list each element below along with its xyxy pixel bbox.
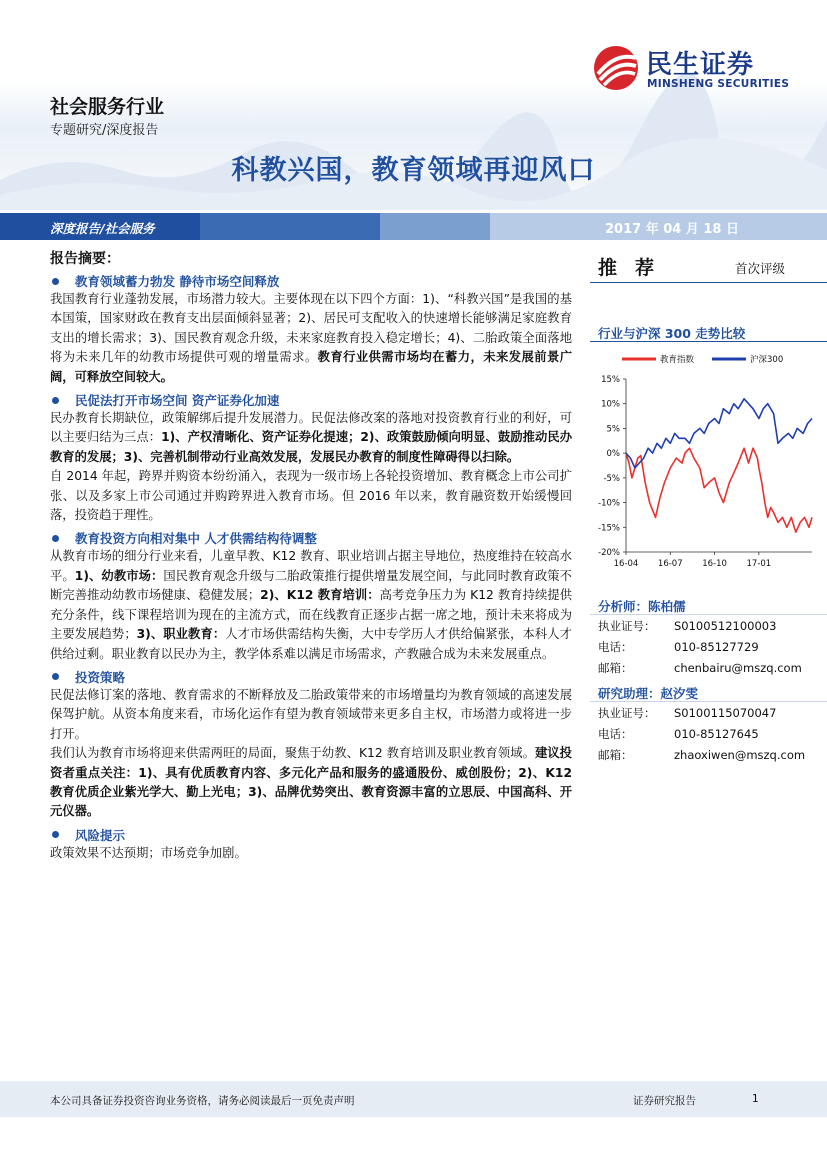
bullet-icon bbox=[52, 673, 59, 680]
body-text: 我们认为教育市场将迎来供需两旺的局面，聚焦于幼教、K12 教育培训及职业教育领域。 bbox=[50, 746, 535, 761]
report-summary bbox=[50, 248, 572, 863]
bullet-icon bbox=[52, 397, 59, 404]
report-category: 深度报告/社会服务 bbox=[50, 221, 155, 236]
assistant-email-value[interactable]: zhaoxiwen@mszq.com bbox=[674, 748, 806, 762]
section-paragraph bbox=[50, 686, 572, 744]
y-tick-label: -20% bbox=[598, 548, 620, 558]
bold-text: 3)、职业教育： bbox=[136, 627, 226, 642]
section-heading-text: 教育投资方向相对集中 人才供需结构待调整 bbox=[75, 531, 317, 547]
minsheng-logo-icon bbox=[590, 44, 642, 92]
body-text: 民办教育长期缺位，政策解绑后提升发展潜力。民促法修改案的落地对投资教育行业的利好，可以主要归结为三点： bbox=[50, 411, 572, 445]
section-heading-text: 投资策略 bbox=[75, 669, 126, 685]
rating-label: 推荐 bbox=[598, 257, 673, 279]
section-heading bbox=[50, 272, 572, 290]
section-heading bbox=[50, 391, 572, 409]
analyst-license-label: 执业证号： bbox=[598, 619, 656, 633]
footer-disclaimer: 本公司具备证券投资咨询业务资格，请务必阅读最后一页免责声明 bbox=[50, 1095, 355, 1107]
bold-text: 1)、产权清晰化、资产证券化提速；2)、政策鼓励倾向明显、鼓励推动民办教育的发展；3)、完善机制带动行业高效发展， bbox=[50, 430, 572, 464]
band-segment bbox=[380, 213, 490, 240]
divider bbox=[590, 701, 827, 702]
section-heading bbox=[50, 529, 572, 547]
chart-title: 行业与沪深 300 走势比较 bbox=[598, 326, 746, 341]
assistant-license-row bbox=[598, 705, 776, 721]
bullet-icon bbox=[52, 535, 59, 542]
report-type: 专题研究/深度报告 bbox=[50, 123, 159, 138]
performance-chart bbox=[590, 346, 827, 576]
assistant-phone-value: 010-85127645 bbox=[674, 727, 759, 741]
x-tick-label: 16-07 bbox=[657, 559, 683, 569]
analyst-license-row bbox=[598, 618, 776, 634]
x-tick-label: 16-04 bbox=[613, 559, 639, 569]
industry-name: 社会服务行业 bbox=[50, 96, 165, 118]
section-heading bbox=[50, 668, 572, 686]
section-paragraph bbox=[50, 844, 572, 863]
y-tick-label: 15% bbox=[601, 375, 620, 385]
body-text: 国民教育观念升级与二胎政策推行提供增量发展空间，与此同时教育政策不断完善推动幼教市场健康、稳健发展； bbox=[50, 568, 572, 603]
report-title: 科教兴国，教育领域再迎风口 bbox=[231, 155, 596, 186]
x-tick-label: 16-10 bbox=[702, 559, 727, 569]
analyst-phone-row bbox=[598, 639, 759, 655]
analyst-phone-value: 010-85127729 bbox=[674, 640, 759, 654]
assistant-phone-label: 电话： bbox=[598, 727, 633, 741]
y-tick-label: -5% bbox=[603, 473, 620, 484]
assistant-email-label: 邮箱： bbox=[598, 748, 633, 762]
bold-text: 建议投资者重点关注：1)、具有优质教育内容、多元化产品和服务的盛通股份、威创股份；2)、K12 教育优质企业紫光学大、勤上光电；3)、品牌优势突出、教育资源丰富的立思辰、中国高科、开元仪器。 bbox=[50, 746, 572, 819]
bold-text: 教育行业供需市场均在蓄力，未来发展前景广阔，可释放空间较大。 bbox=[50, 350, 572, 384]
section-paragraph bbox=[50, 547, 572, 663]
bullet-icon bbox=[52, 278, 59, 285]
bold-text: 1)、幼教市场： bbox=[74, 568, 164, 583]
y-tick-label: 0% bbox=[606, 449, 620, 460]
summary-title: 报告摘要： bbox=[50, 251, 120, 267]
y-tick-label: -10% bbox=[598, 498, 620, 509]
section-paragraph bbox=[50, 467, 572, 525]
series-line bbox=[626, 448, 812, 532]
analyst-title: 分析师：陈柏儒 bbox=[598, 599, 686, 614]
analyst-email-label: 邮箱： bbox=[598, 661, 633, 675]
section-paragraph bbox=[50, 744, 572, 822]
bold-text: 发展民办教育的制度性障碍得以扫除。 bbox=[310, 449, 520, 464]
body-text: 民促法修订案的落地、教育需求的不断释放及二胎政策带来的市场增量均为教育领域的高速发展保驾护航。从资本角度来看，市场化运作有望为教育领域带来更多自主权，市场潜力或将进一步打开。 bbox=[50, 687, 572, 741]
body-text: 自 2014 年起，跨界并购资本纷纷涌入，表现为一级市场上各轮投资增加、教育概念上市公司扩张、以及多家上市公司通过并购跨界进入教育市场。但 2016 年以来，教育融资数开始缓慢回落，投资趋于理性。 bbox=[50, 469, 572, 523]
divider bbox=[590, 614, 827, 615]
legend-label: 沪深300 bbox=[750, 355, 784, 365]
bold-text: 2)、K12 教育培训： bbox=[260, 588, 380, 603]
y-tick-label: 5% bbox=[606, 424, 620, 435]
section-paragraph bbox=[50, 290, 572, 387]
assistant-phone-row bbox=[598, 726, 759, 742]
page-number: 1 bbox=[752, 1093, 759, 1105]
series-line bbox=[626, 399, 812, 468]
x-tick-label: 17-01 bbox=[746, 559, 772, 569]
bullet-icon bbox=[52, 831, 59, 838]
section-heading-text: 民促法打开市场空间 资产证券化加速 bbox=[75, 393, 280, 409]
assistant-title: 研究助理：赵汐雯 bbox=[598, 686, 699, 701]
section-heading-text: 教育领域蓄力勃发 静待市场空间释放 bbox=[75, 274, 280, 289]
assistant-license-label: 执业证号： bbox=[598, 706, 656, 720]
section-heading bbox=[50, 826, 572, 844]
analyst-email-value[interactable]: chenbairu@mszq.com bbox=[674, 661, 802, 675]
body-text: 政策效果不达预期；市场竞争加剧。 bbox=[50, 845, 247, 860]
y-tick-label: 10% bbox=[601, 399, 620, 410]
section-paragraph bbox=[50, 409, 572, 467]
report-date: 2017 年 04 月 18 日 bbox=[605, 222, 739, 237]
summary-sections bbox=[50, 272, 572, 863]
logo-text-en: MINSHENG SECURITIES bbox=[647, 78, 790, 90]
rating-status: 首次评级 bbox=[735, 261, 786, 276]
body-text: 我国教育行业蓬勃发展，市场潜力较大。主要体现在以下四个方面：1)、“科教兴国”是我国的基本国策，国家财政在教育支出层面倾斜显著；2)、居民可支配收入的快速增长能够满足家庭教育支出的增长需求；3)、国民教育观念升级，未来家庭教育投入稳定增长；4)、二胎政策全面落地将为未来几年的幼教市场提供可观的增量需求。 bbox=[50, 292, 572, 365]
logo-text-cn: 民生证券 bbox=[646, 50, 755, 80]
section-heading-text: 风险提示 bbox=[75, 827, 126, 843]
analyst-email-row bbox=[598, 660, 802, 676]
body-text: 高考竞争压力为 K12 教育持续提供充分条件，线下课程培训为现在的主流方式，而在线教育正逐步占据一席之地，预计未来将成为主要发展趋势； bbox=[50, 588, 572, 642]
band-segment bbox=[200, 213, 380, 240]
footer-label: 证券研究报告 bbox=[633, 1095, 696, 1107]
body-text: 从教育市场的细分行业来看，儿童早教、K12 教育、职业培训占据主导地位，热度维持在较高水平。 bbox=[50, 549, 572, 583]
analyst-phone-label: 电话： bbox=[598, 640, 633, 654]
y-tick-label: -15% bbox=[598, 523, 620, 534]
assistant-email-row bbox=[598, 747, 805, 763]
legend-label: 教育指数 bbox=[660, 355, 695, 365]
assistant-license-value: S0100115070047 bbox=[674, 706, 777, 720]
divider bbox=[590, 341, 827, 342]
body-text: 人才市场供需结构失衡，大中专学历人才供给偏紧张，本科人才供给过剩。职业教育以民办为主，教学体系难以满足市场需求，产教融合成为未来发展重点。 bbox=[50, 627, 572, 661]
divider bbox=[590, 282, 827, 283]
analyst-license-value: S0100512100003 bbox=[674, 619, 777, 633]
